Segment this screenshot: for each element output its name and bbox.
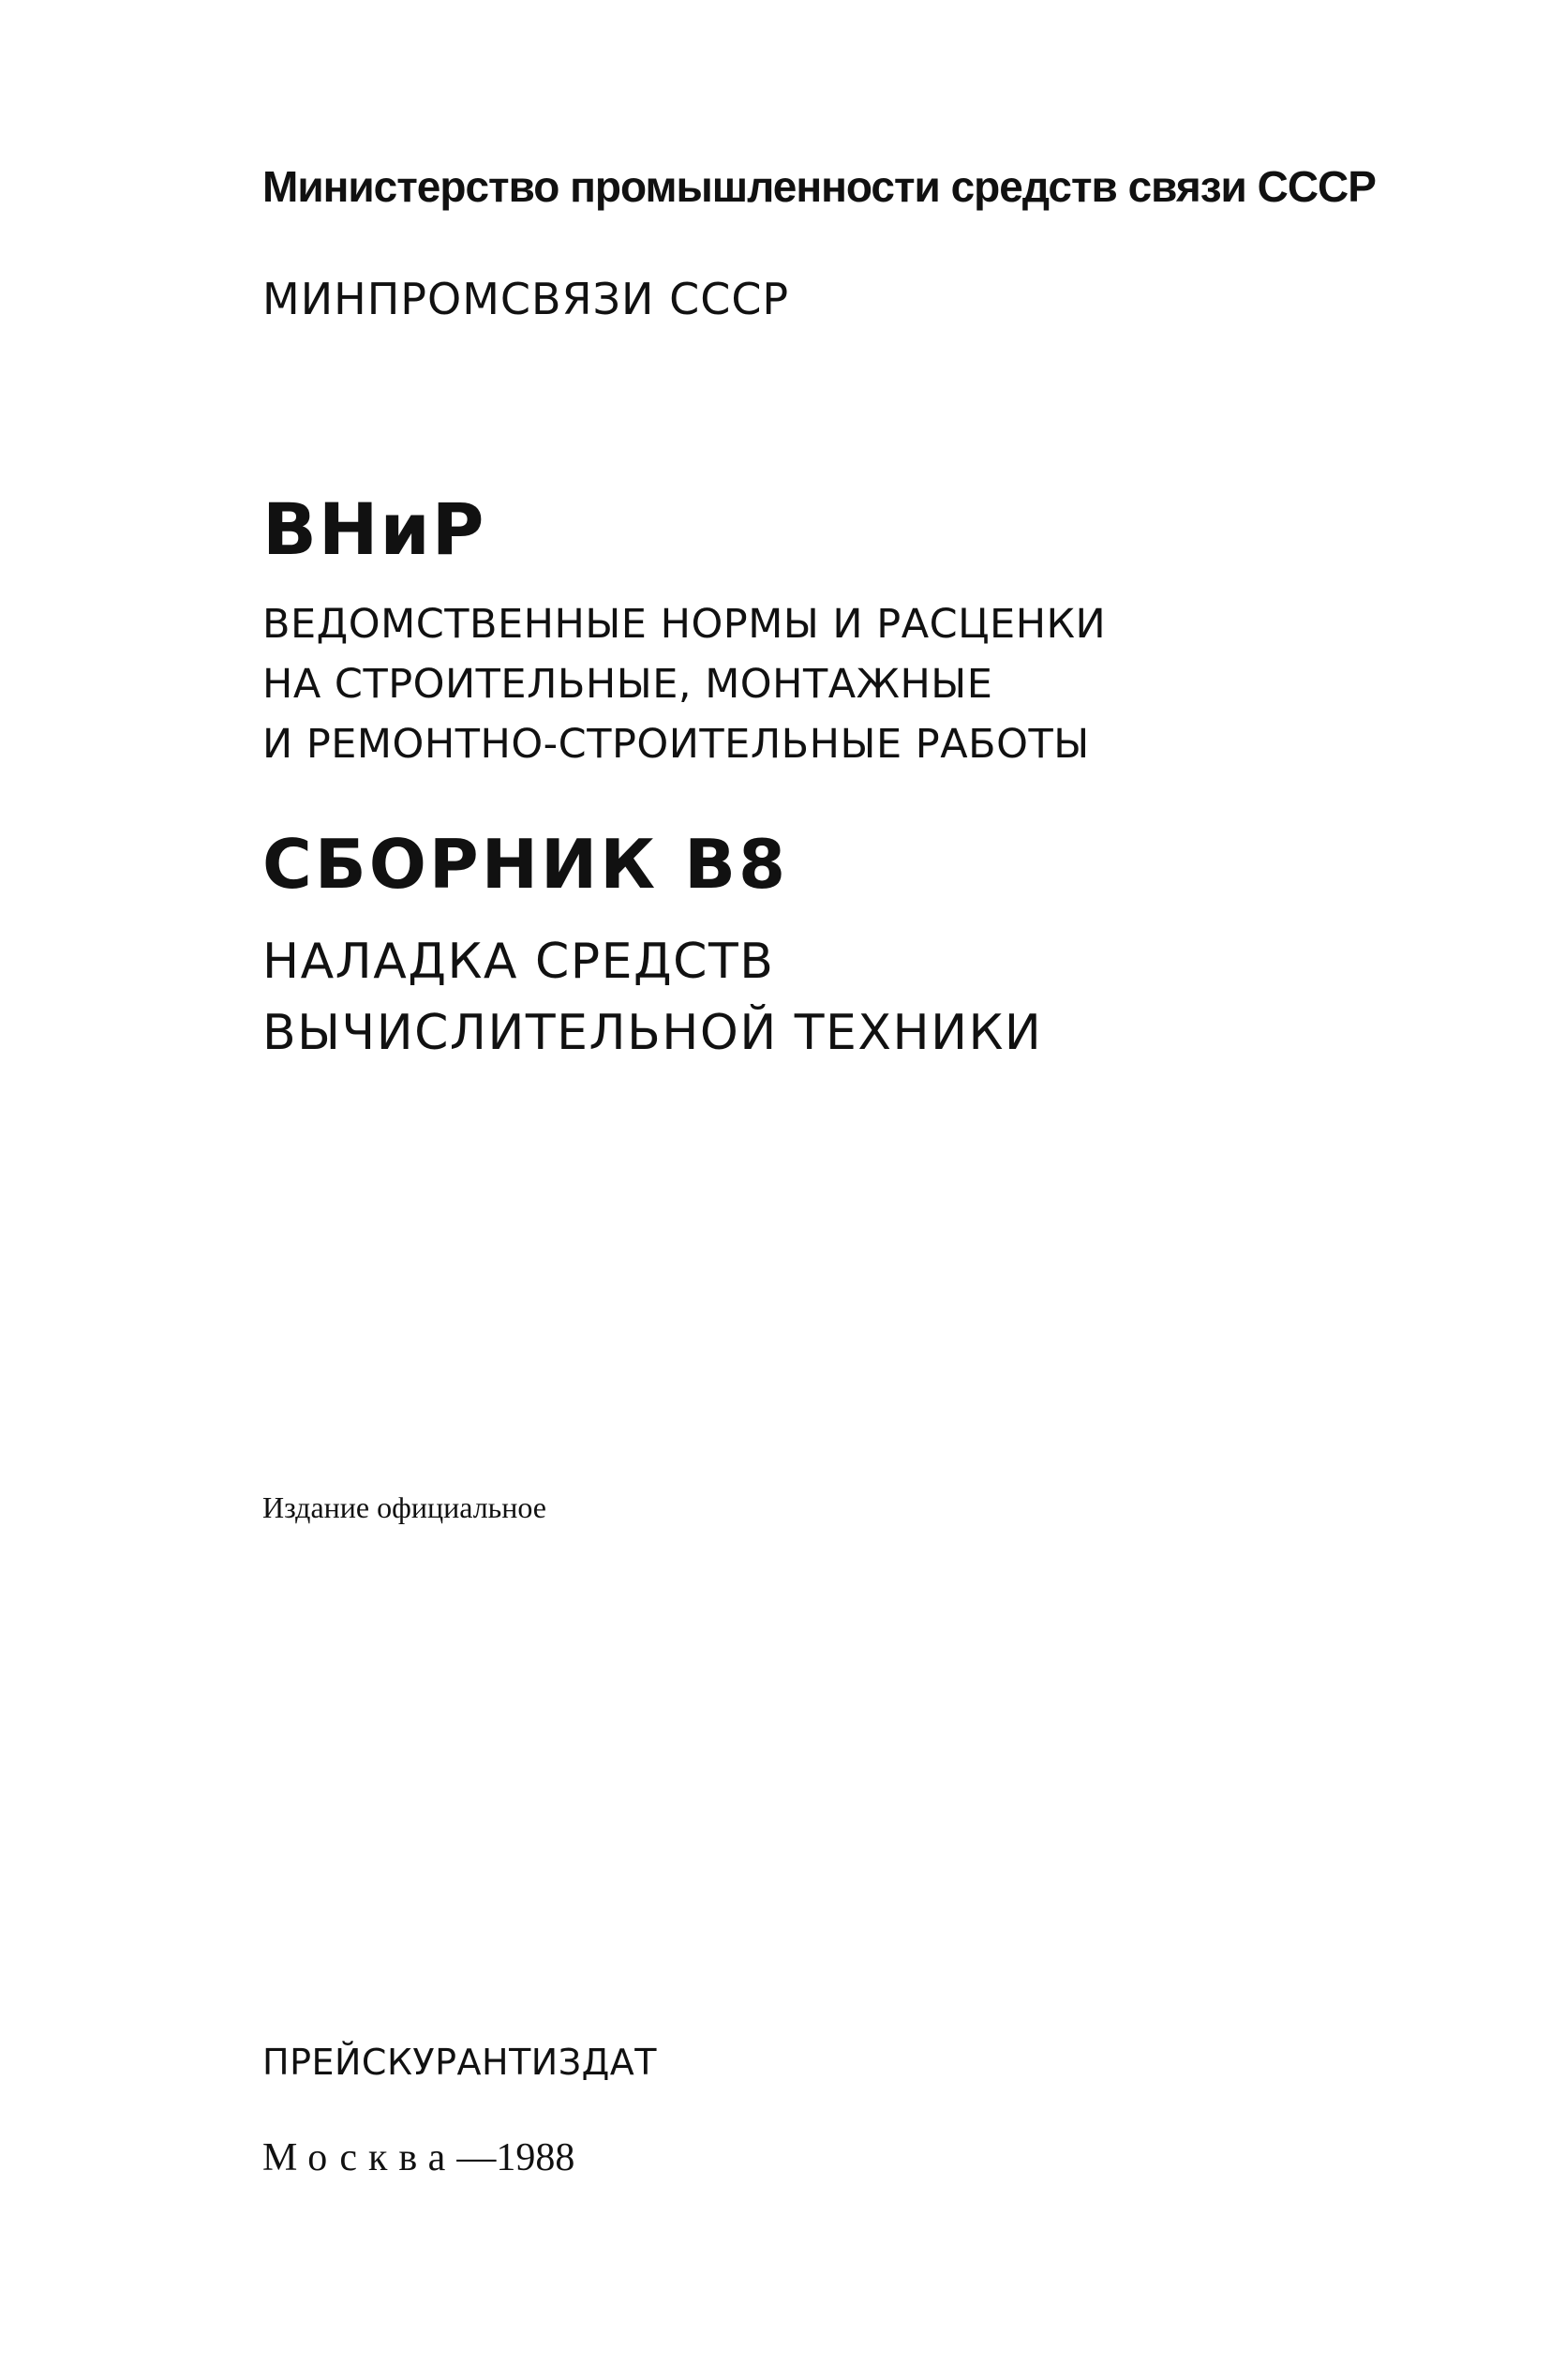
collection-number: СБОРНИК В8 xyxy=(262,825,789,904)
series-title-line-3: И РЕМОНТНО-СТРОИТЕЛЬНЫЕ РАБОТЫ xyxy=(262,721,1090,768)
imprint-city-year xyxy=(262,2135,574,2180)
publisher-name: ПРЕЙСКУРАНТИЗДАТ xyxy=(262,2042,657,2083)
imprint-separator: — xyxy=(456,2136,497,2179)
series-title xyxy=(262,594,1106,774)
imprint-year: 1988 xyxy=(496,2136,575,2179)
collection-topic-line-1: НАЛАДКА СРЕДСТВ xyxy=(262,934,775,990)
edition-note: Издание официальное xyxy=(262,1490,546,1524)
ministry-short-name: МИНПРОМСВЯЗИ СССР xyxy=(262,274,790,324)
collection-topic-line-2: ВЫЧИСЛИТЕЛЬНОЙ ТЕХНИКИ xyxy=(262,1005,1043,1061)
ministry-full-name: Министерство промышленности средств связи СССР xyxy=(262,162,1376,211)
imprint-city: Москва xyxy=(262,2136,457,2179)
series-title-line-2: НА СТРОИТЕЛЬНЫЕ, МОНТАЖНЫЕ xyxy=(262,661,993,708)
collection-topic xyxy=(262,926,1042,1069)
series-abbreviation: ВНиР xyxy=(262,487,486,571)
series-title-line-1: ВЕДОМСТВЕННЫЕ НОРМЫ И РАСЦЕНКИ xyxy=(262,601,1107,648)
